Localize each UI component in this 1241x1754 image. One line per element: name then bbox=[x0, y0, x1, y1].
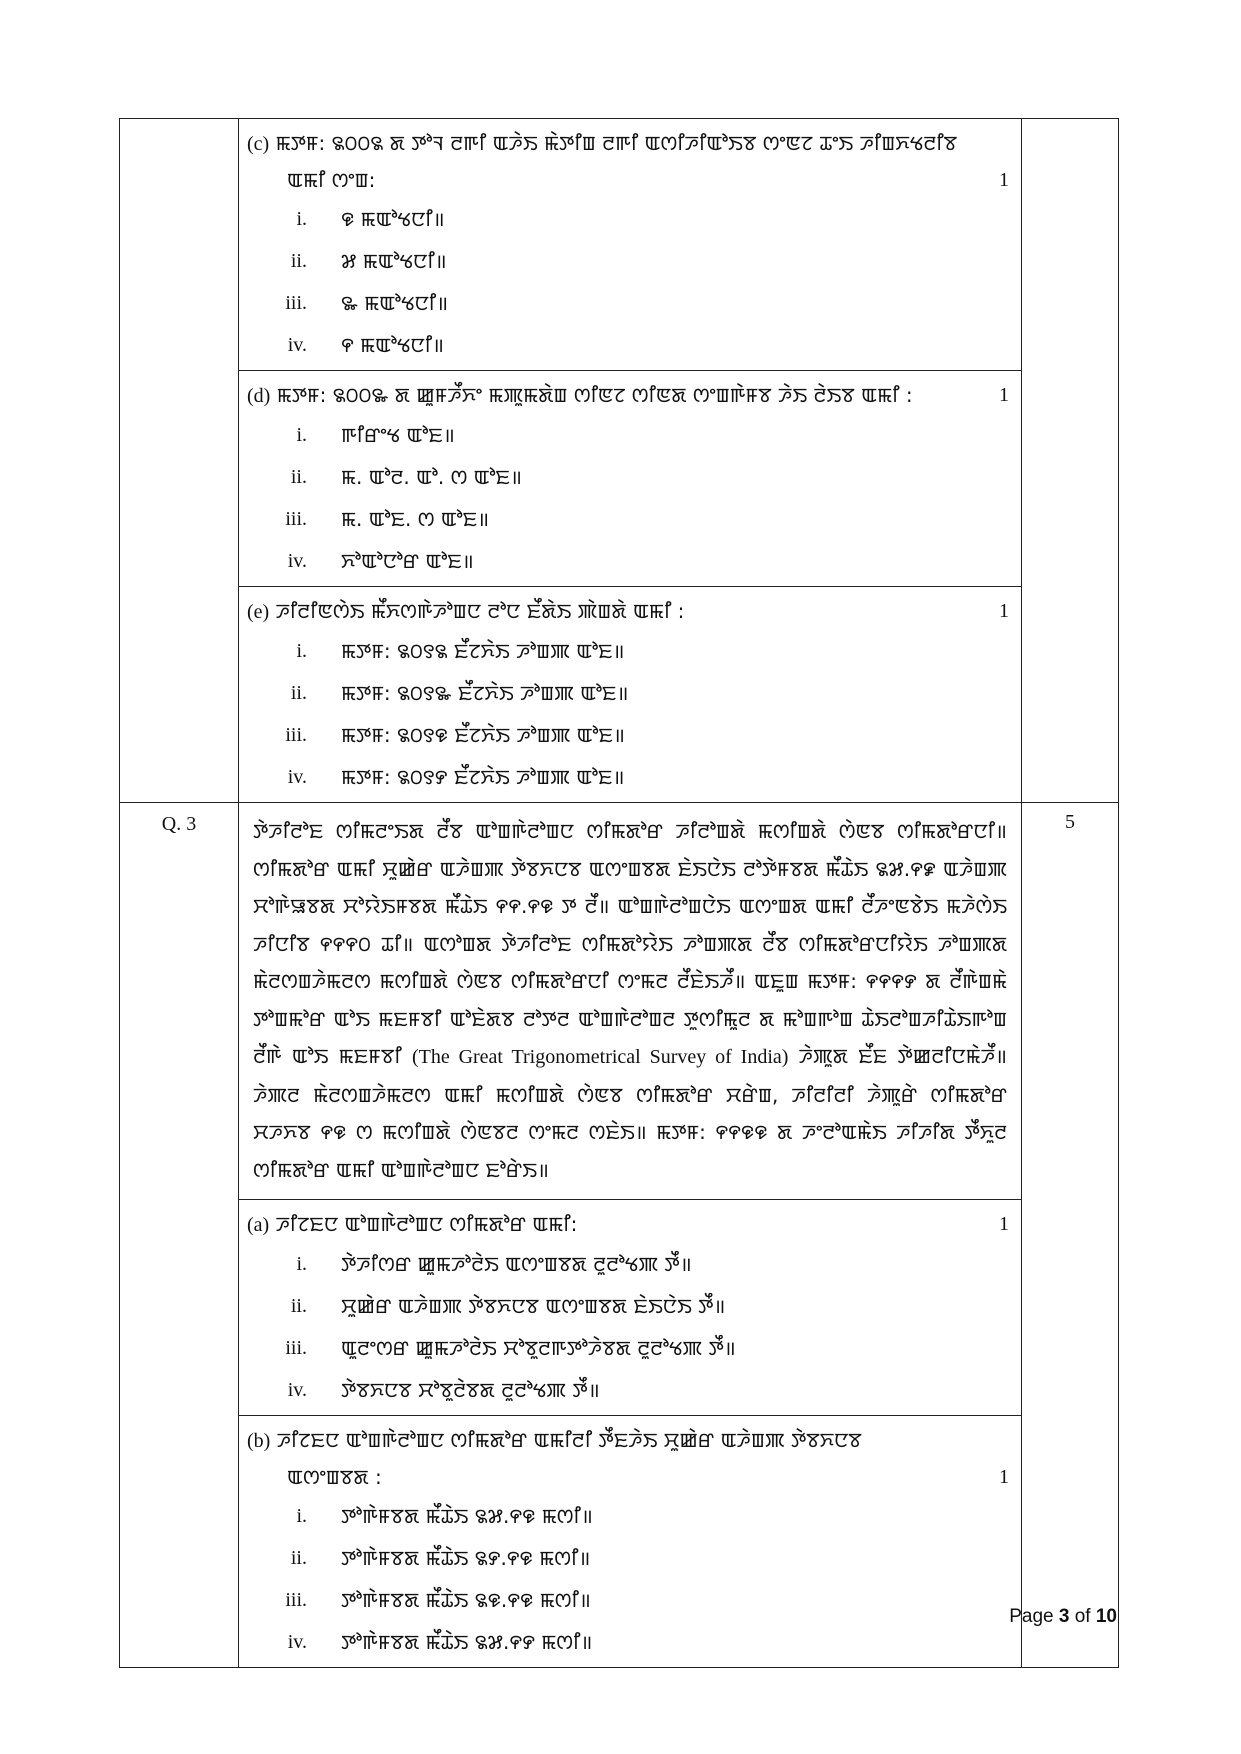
option-row bbox=[247, 324, 1013, 366]
option-row bbox=[247, 1495, 1013, 1537]
option-numeral: i. bbox=[296, 640, 307, 662]
option-row bbox=[247, 1285, 1013, 1327]
option-text: ꯃꯇꯝ: ꯲꯰꯱꯲ ꯐꯩꯖꯈꯥꯏ ꯍꯣꯡꯄ ꯑꯣꯐ॥ bbox=[341, 639, 625, 663]
part-marks: 1 bbox=[999, 169, 1009, 191]
option-numeral: i. bbox=[296, 424, 307, 446]
option-numeral: iv. bbox=[287, 1631, 307, 1653]
option-text: ꯇꯣꯒꯥꯝꯕꯗ ꯃꯩꯊꯥꯏ ꯲꯷.꯵꯸ ꯃꯁꯤ॥ bbox=[341, 1630, 593, 1654]
q3-passage-block bbox=[239, 803, 1021, 1200]
stem-text: ꯍꯤꯖꯐꯅ ꯑꯣꯡꯒꯥꯂꯣꯡꯅ ꯁꯤꯃꯗꯣꯔ ꯑꯃꯤꯂꯤ ꯇꯩꯐꯍꯥꯏ ꯆꯨꯀꯥꯔ ꯑꯍꯥꯡꯄ ꯇꯥꯕꯈꯅꯕ bbox=[276, 1428, 862, 1452]
q3-passage bbox=[247, 809, 1013, 1195]
question-body-cell bbox=[239, 803, 1022, 1668]
part-c-stem bbox=[247, 125, 1013, 162]
page-word: Page bbox=[1009, 1606, 1054, 1627]
marks-cell bbox=[1022, 119, 1119, 803]
option-row bbox=[247, 672, 1013, 714]
option-row bbox=[247, 498, 1013, 540]
option-row bbox=[247, 540, 1013, 582]
option-row bbox=[247, 1327, 1013, 1369]
option-numeral: iv. bbox=[287, 766, 307, 788]
part-marks: 1 bbox=[999, 384, 1009, 406]
option-numeral: ii. bbox=[290, 682, 307, 704]
option-numeral: iii. bbox=[285, 292, 307, 314]
option-text: ꯶ ꯃꯑꯣꯠꯅꯤ॥ bbox=[341, 207, 445, 231]
option-text: ꯒꯤꯔꯦꯠ ꯑꯣꯐ॥ bbox=[341, 423, 455, 447]
of-word: of bbox=[1074, 1606, 1091, 1627]
option-row bbox=[247, 456, 1013, 498]
part-c-block bbox=[239, 119, 1021, 371]
passage-text: ꯇꯥꯍꯤꯂꯣꯐ ꯁꯤꯃꯂꯦꯏꯗ ꯂꯩꯕ ꯑꯣꯡꯒꯥꯂꯣꯡꯅ ꯁꯤꯃꯗꯣꯔ ꯍꯤꯂꯣꯡꯗꯥ ꯃꯁꯤꯡꯗꯥ ꯁꯥꯟꯕ ꯁꯤꯃꯗꯣꯔꯅꯤ॥ ꯁꯤꯃꯗꯣꯔ ꯑꯃꯤ ꯆꯨꯀꯥꯔ ꯑꯍꯥꯡꯄ ꯇꯥꯕꯈꯅꯕ ꯑꯁꯦꯡꯕꯗ ꯐꯥꯏꯅꯥꯏ ꯂꯣꯇꯥꯝꯕꯗ ꯃꯩꯊꯥꯏ ꯲꯷.꯵꯹ ꯑꯍꯥꯡꯄ ꯆꯣꯒꯥꯎꯕꯗ ꯆꯣꯌꯥꯏꯝꯕꯗ ꯃꯩꯊꯥꯏ ꯵꯵.꯵꯶ ꯇ ꯂꯩ॥ ꯑꯣꯡꯒꯥꯂꯣꯡꯅꯥꯏ ꯑꯁꯦꯡꯗ ꯑꯃꯤ ꯂꯩꯍꯦꯟꯕꯥꯏ ꯃꯍꯥꯁꯥꯏ ꯍꯤꯅꯤꯕ ꯵꯵꯵꯰ ꯊꯤ॥ ꯑꯁꯣꯡꯗ ꯇꯥꯍꯤꯂꯣꯐ ꯁꯤꯃꯗꯣꯌꯥꯏ ꯍꯣꯡꯄꯗ ꯂꯩꯕ ꯁꯤꯃꯗꯣꯔꯅꯤꯌꯥꯏ ꯍꯣꯡꯄꯗ ꯃꯥꯂꯁꯡꯍꯥꯃꯂꯁ ꯃꯁꯤꯡꯗꯥ ꯁꯥꯟꯕ ꯁꯤꯃꯗꯣꯔꯅꯤ ꯁꯦꯃꯂ ꯂꯩꯐꯥꯏꯍꯩ॥ ꯑꯐꯨꯡ ꯃꯇꯝ: ꯵꯵꯵꯸ ꯗ ꯂꯩꯒꯥꯡꯃꯥ ꯇꯣꯡꯃꯣꯔ ꯑꯣꯏ ꯃꯐꯝꯕꯤ ꯑꯣꯐꯥꯗꯕ ꯂꯣꯇꯂ ꯑꯣꯡꯒꯥꯂꯣꯡꯂ ꯇꯨꯁꯤꯃꯨꯂ ꯗ ꯃꯣꯡꯒꯣꯡ ꯊꯥꯏꯂꯣꯡꯍꯤꯊꯥꯏꯒꯣꯡ ꯂꯩꯒꯥ ꯑꯣꯏ ꯃꯐꯝꯕꯤ bbox=[253, 819, 1007, 1068]
option-numeral: ii. bbox=[290, 1547, 307, 1569]
option-row bbox=[247, 414, 1013, 456]
option-text: ꯈꯣꯑꯣꯅꯣꯔ ꯑꯣꯐ॥ bbox=[341, 549, 474, 573]
part-label: (a) bbox=[247, 1214, 270, 1236]
part-marks: 1 bbox=[999, 600, 1009, 622]
option-text: ꯇꯥꯕꯈꯅꯕ ꯆꯣꯕꯨꯂꯥꯕꯗ ꯂꯨꯂꯣꯠꯄ ꯇꯩ॥ bbox=[341, 1378, 600, 1402]
passage-english-title: (The Great Trigonometrical Survey of India) bbox=[411, 1046, 789, 1068]
part-d-block bbox=[239, 371, 1021, 587]
question-number: Q. 3 bbox=[120, 803, 239, 1668]
question-number-cell bbox=[120, 119, 239, 803]
part-label: (c) bbox=[247, 133, 270, 155]
part-a-stem bbox=[247, 1206, 1013, 1243]
part-b-stem bbox=[247, 1422, 1013, 1459]
part-marks: 1 bbox=[999, 1213, 1009, 1235]
part-label: (e) bbox=[247, 601, 270, 623]
option-numeral: ii. bbox=[290, 1295, 307, 1317]
part-d-stem bbox=[247, 377, 1013, 414]
option-numeral: i. bbox=[296, 1505, 307, 1527]
option-numeral: i. bbox=[296, 208, 307, 230]
part-marks: 1 bbox=[999, 1466, 1009, 1488]
option-row bbox=[247, 240, 1013, 282]
option-numeral: iii. bbox=[285, 724, 307, 746]
option-row bbox=[247, 1369, 1013, 1411]
q2-continued-row bbox=[120, 119, 1119, 803]
option-numeral: iii. bbox=[285, 1589, 307, 1611]
option-numeral: ii. bbox=[290, 250, 307, 272]
option-row bbox=[247, 1621, 1013, 1663]
page-footer bbox=[1009, 1606, 1117, 1628]
question-marks: 5 bbox=[1022, 803, 1119, 1668]
stem-text: ꯍꯤꯖꯐꯅ ꯑꯣꯡꯒꯥꯂꯣꯡꯅ ꯁꯤꯃꯗꯣꯔ ꯑꯃꯤ: bbox=[275, 1212, 578, 1236]
option-row bbox=[247, 630, 1013, 672]
stem-text: ꯑꯁꯦꯡꯕꯗ : bbox=[287, 1465, 382, 1489]
option-text: ꯳ ꯃꯑꯣꯠꯅꯤ॥ bbox=[341, 291, 449, 315]
option-numeral: iii. bbox=[285, 508, 307, 530]
q3-row bbox=[120, 803, 1119, 1668]
part-label: (d) bbox=[247, 385, 271, 407]
part-b-block bbox=[239, 1416, 1021, 1667]
passage-text: ꯍꯥꯄꯨꯗ ꯐꯩꯐ ꯇꯥꯀꯂꯤꯅꯃꯥꯍꯩ॥ ꯍꯥꯄꯂ ꯃꯥꯂꯁꯡꯍꯥꯃꯂꯁ ꯑꯃꯤ ꯃꯁꯤꯡꯗꯥ ꯁꯥꯟꯕ ꯁꯤꯃꯗꯣꯔ ꯆꯔꯥꯡ, ꯍꯤꯂꯤꯂꯤ ꯍꯥꯄꯨꯔꯥ ꯁꯤꯃꯗꯣꯔ ꯆꯍꯈꯕ ꯵꯶ ꯁ ꯃꯁꯤꯡꯗꯥ ꯁꯥꯟꯕꯂ ꯁꯦꯃꯂ ꯁꯐꯥꯏ॥ ꯃꯇꯝ: ꯵꯵꯶꯶ ꯗ ꯍꯦꯂꯣꯑꯃꯥꯏ ꯍꯤꯍꯤꯗ ꯇꯩꯈꯨꯂ ꯁꯤꯃꯗꯣꯔ ꯑꯃꯤ ꯑꯣꯡꯒꯥꯂꯣꯡꯅ ꯐꯣꯔꯥꯏ॥ bbox=[253, 1044, 1008, 1182]
option-numeral: iv. bbox=[287, 550, 307, 572]
part-e-stem bbox=[247, 593, 1013, 630]
part-a-block bbox=[239, 1200, 1021, 1416]
option-numeral: i. bbox=[296, 1253, 307, 1275]
part-label: (b) bbox=[247, 1430, 271, 1452]
part-e-block bbox=[239, 587, 1021, 802]
option-text: ꯵ ꯃꯑꯣꯠꯅꯤ॥ bbox=[341, 333, 445, 357]
question-table bbox=[119, 118, 1119, 1668]
question-paper-page bbox=[119, 118, 1119, 1668]
stem-text: ꯍꯤꯂꯤꯟꯁꯥꯏ ꯃꯩꯈꯁꯒꯥꯍꯣꯡꯅ ꯂꯣꯅ ꯐꯩꯗꯥꯏ ꯄꯥꯡꯗꯥ ꯑꯃꯤ : bbox=[275, 599, 685, 623]
option-numeral: iv. bbox=[287, 334, 307, 356]
option-text: ꯇꯣꯒꯥꯝꯕꯗ ꯃꯩꯊꯥꯏ ꯲꯸.꯵꯶ ꯃꯁꯤ॥ bbox=[341, 1546, 591, 1570]
option-row bbox=[247, 282, 1013, 324]
option-text: ꯃꯇꯝ: ꯲꯰꯱꯶ ꯐꯩꯖꯈꯥꯏ ꯍꯣꯡꯄ ꯑꯣꯐ॥ bbox=[341, 723, 625, 747]
option-text: ꯇꯣꯒꯥꯝꯕꯗ ꯃꯩꯊꯥꯏ ꯲꯷.꯵꯶ ꯃꯁꯤ॥ bbox=[341, 1504, 593, 1528]
part-b-stem-cont bbox=[247, 1459, 1013, 1495]
option-text: ꯃ. ꯑꯣꯐ. ꯁ ꯑꯣꯐ॥ bbox=[341, 507, 490, 531]
page-number: 3 bbox=[1058, 1606, 1070, 1627]
option-row bbox=[247, 1579, 1013, 1621]
option-row bbox=[247, 198, 1013, 240]
option-text: ꯇꯥꯍꯤꯁꯔ ꯀꯨꯃꯍꯣꯂꯥꯏ ꯑꯁꯦꯡꯕꯗ ꯂꯨꯂꯣꯠꯄ ꯇꯩ॥ bbox=[341, 1252, 692, 1276]
stem-text: ꯃꯇꯝ: ꯲꯰꯰꯳ ꯗ ꯀꯨꯝꯍꯩꯈꯦ ꯃꯄꯨꯃꯗꯥꯡ ꯁꯤꯟꯖ ꯁꯤꯟꯗ ꯁꯦꯡꯒꯥꯝꯕ ꯍꯥꯏ ꯂꯥꯏꯕ ꯑꯃꯤ : bbox=[276, 383, 913, 407]
option-row bbox=[247, 1537, 1013, 1579]
option-text: ꯃ. ꯑꯣꯂ. ꯑꯣ. ꯁ ꯑꯣꯐ॥ bbox=[341, 465, 522, 489]
option-text: ꯑꯨꯂꯦꯁꯔ ꯀꯨꯃꯍꯣꯂꯥꯏ ꯆꯣꯕꯨꯂꯒꯇꯣꯍꯥꯕꯗ ꯂꯨꯂꯣꯠꯄ ꯇꯩ॥ bbox=[341, 1336, 736, 1360]
option-text: ꯇꯣꯒꯥꯝꯕꯗ ꯃꯩꯊꯥꯏ ꯲꯶.꯵꯶ ꯃꯁꯤ॥ bbox=[341, 1588, 591, 1612]
option-text: ꯃꯇꯝ: ꯲꯰꯱꯳ ꯐꯩꯖꯈꯥꯏ ꯍꯣꯡꯄ ꯑꯣꯐ॥ bbox=[341, 681, 629, 705]
stem-text: ꯃꯇꯝ: ꯲꯰꯰꯲ ꯗ ꯇꯣꯜ ꯂꯒꯤ ꯑꯍꯥꯏ ꯃꯥꯇꯤꯡ ꯂꯒꯤ ꯑꯁꯤꯍꯤꯑꯣꯏꯕ ꯁꯦꯟꯖ ꯊꯦꯏ ꯍꯤꯡꯈꯠꯂꯤꯕ bbox=[275, 131, 958, 155]
option-row bbox=[247, 1243, 1013, 1285]
option-row bbox=[247, 714, 1013, 756]
question-body-cell bbox=[239, 119, 1022, 803]
option-numeral: iii. bbox=[285, 1337, 307, 1359]
stem-text: ꯑꯃꯤ ꯁꯦꯡ: bbox=[287, 168, 376, 192]
option-numeral: ii. bbox=[290, 466, 307, 488]
part-c-stem-cont bbox=[247, 162, 1013, 198]
page-total: 10 bbox=[1095, 1606, 1117, 1627]
option-row bbox=[247, 756, 1013, 798]
option-numeral: iv. bbox=[287, 1379, 307, 1401]
option-text: ꯷ ꯃꯑꯣꯠꯅꯤ॥ bbox=[341, 249, 447, 273]
option-text: ꯃꯇꯝ: ꯲꯰꯱꯸ ꯐꯩꯖꯈꯥꯏ ꯍꯣꯡꯄ ꯑꯣꯐ॥ bbox=[341, 765, 625, 789]
option-text: ꯆꯨꯀꯥꯔ ꯑꯍꯥꯡꯄ ꯇꯥꯕꯈꯅꯕ ꯑꯁꯦꯡꯕꯗ ꯐꯥꯏꯅꯥꯏ ꯇꯩ॥ bbox=[341, 1294, 726, 1318]
